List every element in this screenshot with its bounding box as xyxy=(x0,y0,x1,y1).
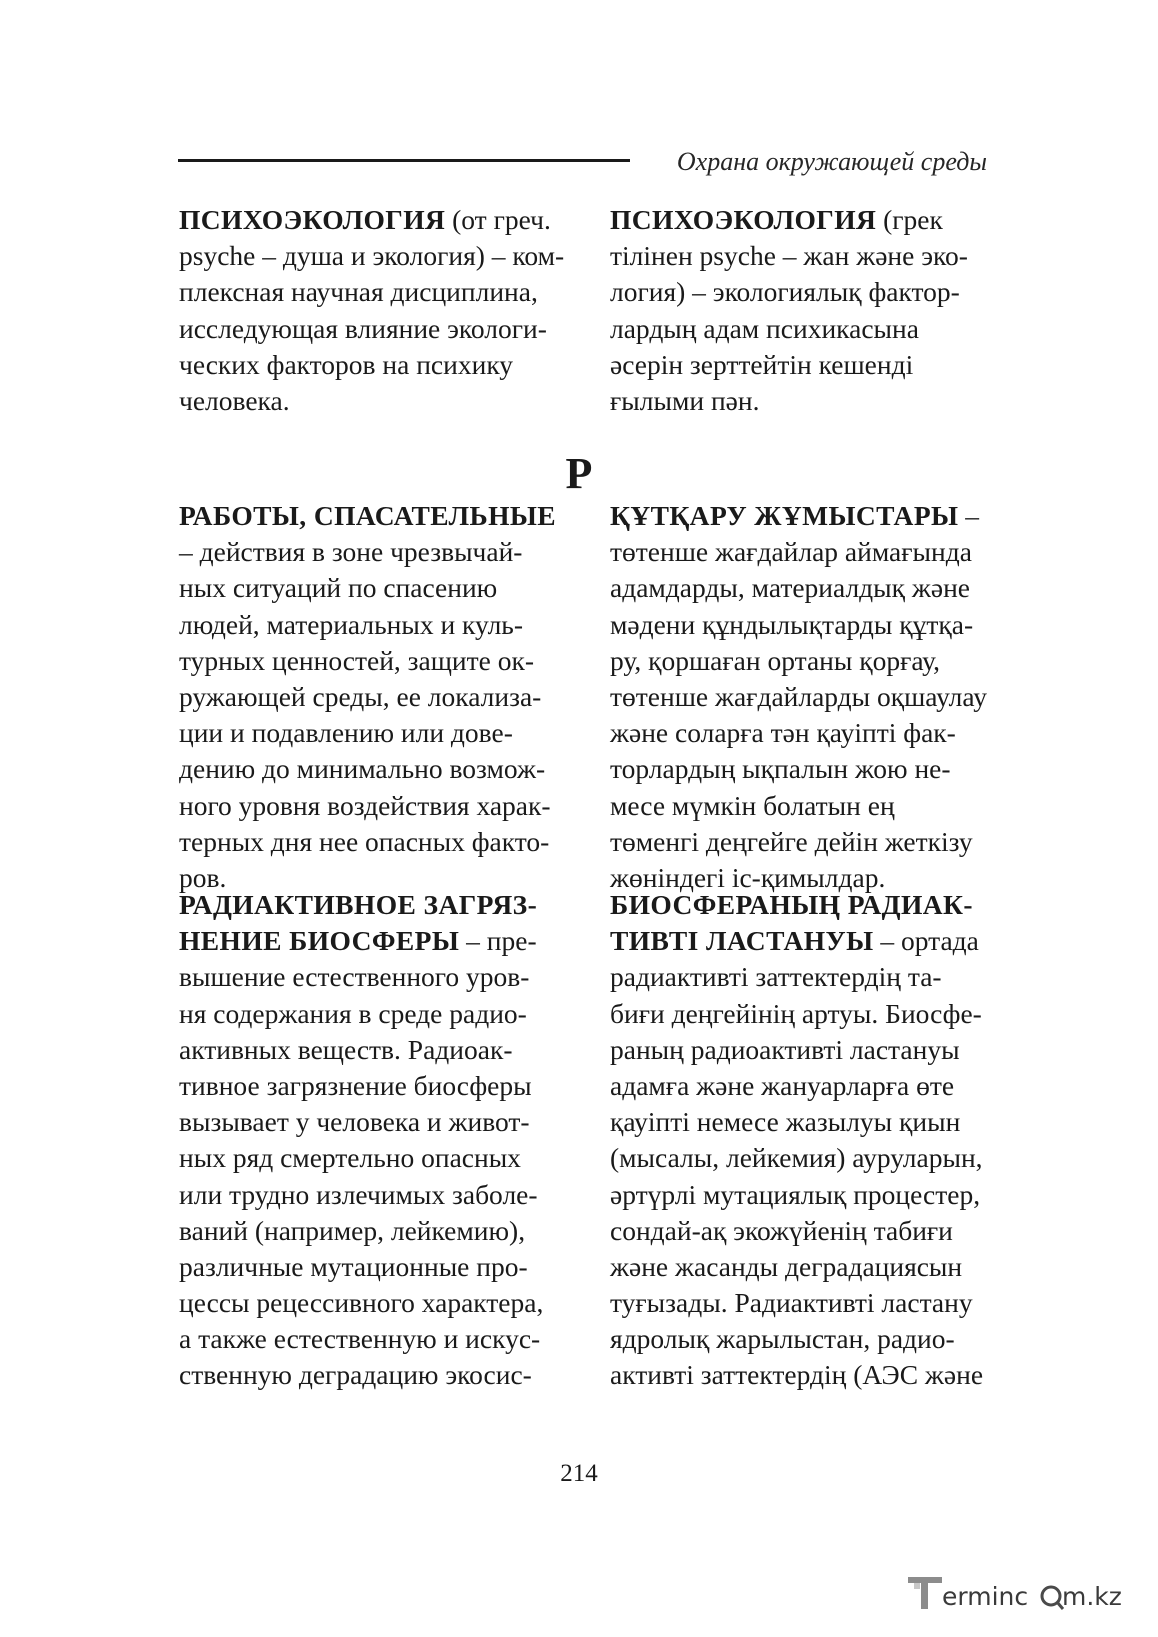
entry-text: және соларға тән қауіпті фак- xyxy=(610,717,956,749)
entry-line xyxy=(179,498,579,534)
header-rule xyxy=(178,159,630,162)
entry-line xyxy=(610,311,1010,347)
entry-line xyxy=(610,1104,1010,1140)
entry-term: ПСИХОЭКОЛОГИЯ xyxy=(610,204,877,235)
entry-text: – действия в зоне чрезвычай- xyxy=(179,536,523,568)
entry-line xyxy=(179,923,579,959)
entry-line xyxy=(610,534,1010,570)
svg-text:m.kz: m.kz xyxy=(1062,1582,1122,1611)
entry-radioactive-pollution-kz xyxy=(610,887,1010,1394)
entry-text: қауіпті немесе жазылуы қиын xyxy=(610,1106,961,1138)
entry-term: БИОСФЕРАНЫҢ РАДИАК- xyxy=(610,889,973,920)
page-number: 214 xyxy=(560,1460,598,1487)
entry-line xyxy=(179,1357,579,1393)
entry-text: месе мүмкін болатын ең xyxy=(610,789,895,821)
entry-text: терных дня нее опасных факто- xyxy=(179,825,550,857)
entry-line xyxy=(610,824,1010,860)
entry-text: биғи деңгейінің артуы. Биосфе- xyxy=(610,997,982,1029)
entry-line xyxy=(610,715,1010,751)
entry-text: людей, материальных и куль- xyxy=(179,608,523,640)
entry-psychoecology-kz xyxy=(610,202,1010,419)
entry-line xyxy=(610,1032,1010,1068)
entry-text: ру, қоршаған ортаны қорғау, xyxy=(610,644,941,676)
entry-line xyxy=(610,887,1010,923)
entry-line xyxy=(179,202,579,238)
letter-heading: Р xyxy=(565,449,593,498)
entry-line xyxy=(610,643,1010,679)
entry-text: вызывает у человека и живот- xyxy=(179,1106,530,1138)
entry-term: ТИВТІ ЛАСТАНУЫ xyxy=(610,925,874,957)
entry-text: плексная научная дисциплина, xyxy=(179,276,538,308)
entry-line xyxy=(179,1213,579,1249)
entry-term: РАДИАКТИВНОЕ ЗАГРЯЗ- xyxy=(179,889,538,920)
entry-line xyxy=(179,1032,579,1068)
entry-text: жөніндегі іс-қимылдар. xyxy=(610,861,886,893)
entry-line xyxy=(610,1357,1010,1393)
entry-line xyxy=(610,607,1010,643)
entry-text: турных ценностей, защите ок- xyxy=(179,644,534,676)
svg-text:erminc: erminc xyxy=(942,1582,1029,1611)
entry-rescue-works-ru xyxy=(179,498,579,896)
entry-text: активті заттектердің (АЭС және xyxy=(610,1359,984,1391)
entry-line xyxy=(179,788,579,824)
entry-text: әртүрлі мутациялық процестер, xyxy=(610,1178,981,1210)
entry-text: мәдени құндылықтарды құтқа- xyxy=(610,608,974,640)
entry-line xyxy=(179,679,579,715)
entry-text: ственную деградацию экосис- xyxy=(179,1359,532,1391)
entry-text: адамға және жануарларға өте xyxy=(610,1069,955,1101)
entry-line xyxy=(610,238,1010,274)
termincom-logo-graphic xyxy=(902,1569,1132,1619)
entry-line xyxy=(610,923,1010,959)
entry-text: әсерін зерттейтін кешенді xyxy=(610,348,914,380)
termincom-logo xyxy=(902,1569,1132,1619)
entry-line xyxy=(179,1068,579,1104)
entry-line xyxy=(179,383,579,419)
entry-text: лардың адам психикасына xyxy=(610,312,919,344)
entry-line xyxy=(610,1285,1010,1321)
entry-text: (мысалы, лейкемия) ауруларын, xyxy=(610,1142,983,1174)
entry-text: ғылыми пән. xyxy=(610,384,760,416)
entry-line xyxy=(610,959,1010,995)
entry-text: вышение естественного уров- xyxy=(179,961,530,993)
entry-line xyxy=(610,1177,1010,1213)
entry-text: ции и подавлению или дове- xyxy=(179,717,513,749)
entry-text: торлардың ықпалын жою не- xyxy=(610,753,951,785)
entry-text: төтенше жағдайларды оқшаулау xyxy=(610,680,987,712)
entry-radioactive-pollution-ru xyxy=(179,887,579,1394)
entry-line xyxy=(610,202,1010,238)
entry-line xyxy=(179,824,579,860)
entry-line xyxy=(179,996,579,1032)
entry-line xyxy=(610,1321,1010,1357)
entry-text: а также естественную и искус- xyxy=(179,1323,541,1355)
entry-text: дению до минимально возмож- xyxy=(179,753,546,785)
entry-term: РАБОТЫ, СПАСАТЕЛЬНЫЕ xyxy=(179,500,557,531)
entry-psychoecology-ru xyxy=(179,202,579,419)
entry-text: сондай-ақ экожүйенің табиғи xyxy=(610,1214,953,1246)
entry-line xyxy=(179,1140,579,1176)
entry-line xyxy=(610,347,1010,383)
entry-text: төменгі деңгейге дейін жеткізу xyxy=(610,825,973,857)
entry-line xyxy=(179,1104,579,1140)
entry-line xyxy=(179,959,579,995)
entry-line xyxy=(179,311,579,347)
entry-line xyxy=(179,1321,579,1357)
entry-text: туғызады. Радиактивті ластану xyxy=(610,1287,973,1319)
entry-text: тілінен psyche – жан және эко- xyxy=(610,240,968,272)
entry-text: тивное загрязнение биосферы xyxy=(179,1069,532,1101)
entry-line xyxy=(179,1285,579,1321)
entry-text: – ортада xyxy=(873,925,979,957)
entry-line xyxy=(610,274,1010,310)
entry-text: psyche – душа и экология) – ком- xyxy=(179,240,565,272)
entry-line xyxy=(610,679,1010,715)
entry-line xyxy=(179,607,579,643)
entry-text: ных ситуаций по спасению xyxy=(179,572,498,604)
entry-line xyxy=(610,751,1010,787)
entry-text: человека. xyxy=(179,384,290,416)
entry-text: ческих факторов на психику xyxy=(179,348,514,380)
entry-line xyxy=(610,383,1010,419)
entry-text: различные мутационные про- xyxy=(179,1250,528,1282)
entry-text: ня содержания в среде радио- xyxy=(179,997,527,1029)
entry-line xyxy=(179,238,579,274)
entry-line xyxy=(179,643,579,679)
entry-line xyxy=(179,887,579,923)
entry-line xyxy=(179,1177,579,1213)
entry-line xyxy=(610,1068,1010,1104)
entry-text: ного уровня воздействия харак- xyxy=(179,789,551,821)
entry-text: цессы рецессивного характера, xyxy=(179,1287,544,1319)
entry-text: ружающей среды, ее локализа- xyxy=(179,680,542,712)
entry-text: раның радиоактивті ластануы xyxy=(610,1033,960,1065)
entry-text: активных веществ. Радиоак- xyxy=(179,1033,513,1065)
entry-text: ров. xyxy=(179,861,227,893)
entry-text: (от греч. xyxy=(445,204,551,235)
entry-text: адамдарды, материалдық және xyxy=(610,572,971,604)
entry-text: ваний (например, лейкемию), xyxy=(179,1214,526,1246)
entry-text: – xyxy=(958,500,980,531)
entry-line xyxy=(179,1249,579,1285)
entry-line xyxy=(610,788,1010,824)
entry-text: исследующая влияние экологи- xyxy=(179,312,547,344)
entry-line xyxy=(610,1213,1010,1249)
entry-line xyxy=(610,1249,1010,1285)
entry-line xyxy=(179,715,579,751)
entry-line xyxy=(610,1140,1010,1176)
entry-text: или трудно излечимых заболе- xyxy=(179,1178,538,1210)
entry-text: ядролық жарылыстан, радио- xyxy=(610,1323,955,1355)
entry-text: (грек xyxy=(876,204,943,235)
entry-term: ПСИХОЭКОЛОГИЯ xyxy=(179,204,446,235)
entry-text: – пре- xyxy=(459,925,537,957)
entry-text: радиактивті заттектердің та- xyxy=(610,961,942,993)
entry-line xyxy=(610,498,1010,534)
entry-term: НЕНИЕ БИОСФЕРЫ xyxy=(179,925,460,957)
entry-line xyxy=(179,534,579,570)
entry-text: ных ряд смертельно опасных xyxy=(179,1142,521,1174)
entry-line xyxy=(179,570,579,606)
entry-term: ҚҰТҚАРУ ЖҰМЫСТАРЫ xyxy=(610,500,959,531)
entry-text: логия) – экологиялық фактор- xyxy=(610,276,960,308)
entry-line xyxy=(179,347,579,383)
entry-line xyxy=(610,570,1010,606)
entry-rescue-works-kz xyxy=(610,498,1010,896)
entry-line xyxy=(610,996,1010,1032)
entry-line xyxy=(179,274,579,310)
entry-text: және жасанды деградациясын xyxy=(610,1250,963,1282)
running-head: Охрана окружающей среды xyxy=(676,147,987,176)
entry-text: төтенше жағдайлар аймағында xyxy=(610,536,972,568)
entry-line xyxy=(179,751,579,787)
